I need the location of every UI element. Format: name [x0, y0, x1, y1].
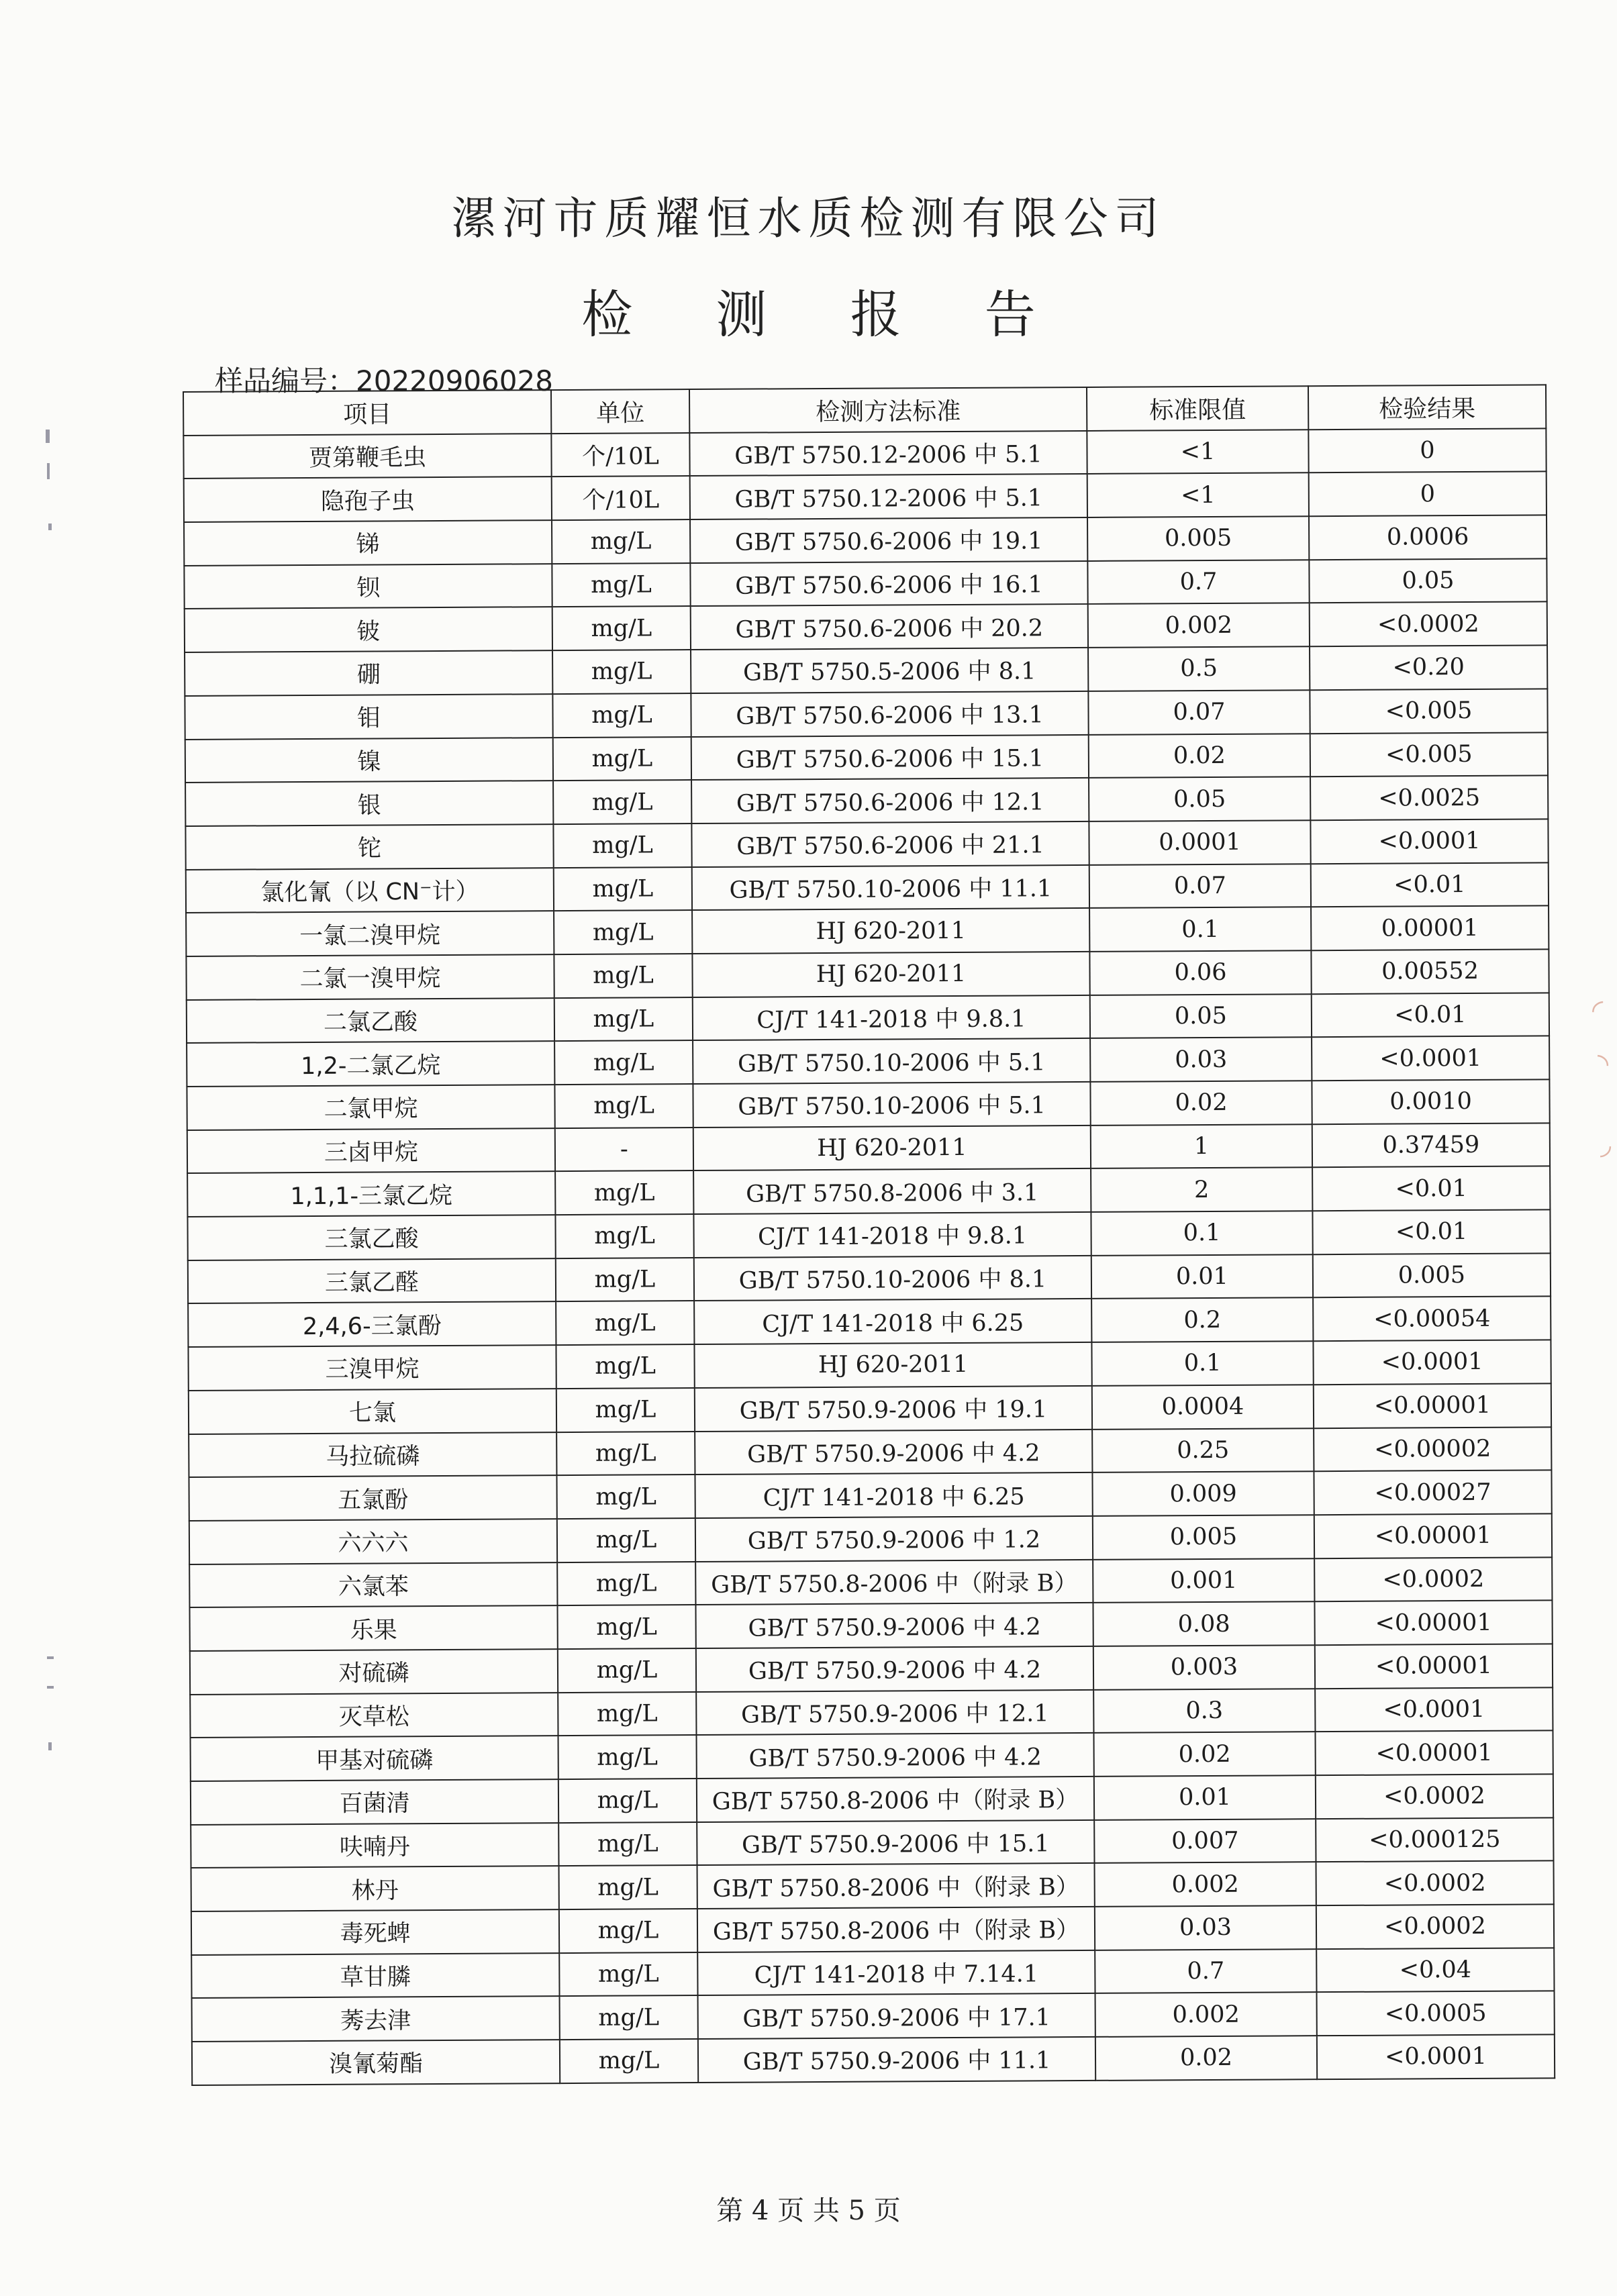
cell-result: <0.0025 — [1310, 776, 1548, 821]
cell-unit: mg/L — [559, 1909, 697, 1953]
cell-limit: 0.1 — [1091, 1341, 1313, 1385]
cell-method: GB/T 5750.12-2006 中 5.1 — [690, 474, 1087, 519]
cell-limit: 0.1 — [1091, 1211, 1312, 1255]
cell-result: <0.0002 — [1316, 1861, 1553, 1906]
table-row — [189, 1513, 1552, 1564]
cell-item: 六六六 — [189, 1519, 557, 1564]
cell-limit: 2 — [1091, 1168, 1312, 1212]
cell-unit: mg/L — [560, 2039, 698, 2083]
cell-limit: 1 — [1091, 1124, 1312, 1168]
cell-result: <0.0005 — [1317, 1991, 1555, 2036]
cell-unit: mg/L — [556, 1475, 695, 1519]
cell-result: <0.01 — [1311, 862, 1549, 907]
cell-result: 0.00552 — [1311, 949, 1549, 994]
table-row — [185, 602, 1547, 652]
cell-item: 三溴甲烷 — [188, 1345, 556, 1391]
cell-limit: 0.5 — [1088, 646, 1310, 691]
cell-method: GB/T 5750.9-2006 中 1.2 — [695, 1516, 1093, 1562]
page-indicator: 第 4 页 共 5 页 — [716, 2195, 901, 2226]
cell-result: <0.0002 — [1314, 1557, 1552, 1602]
cell-method: GB/T 5750.10-2006 中 5.1 — [693, 1038, 1090, 1084]
cell-result: <0.0002 — [1316, 1774, 1553, 1819]
cell-limit: 0.005 — [1093, 1515, 1314, 1559]
cell-limit: 0.01 — [1094, 1775, 1316, 1819]
table-row — [187, 1079, 1549, 1130]
table-row — [191, 1904, 1554, 1954]
cell-unit: mg/L — [552, 693, 691, 738]
cell-result: 0.0006 — [1309, 515, 1547, 560]
cell-item: 三卤甲烷 — [187, 1128, 555, 1174]
cell-result: 0.05 — [1309, 558, 1547, 603]
cell-limit: 0.2 — [1091, 1298, 1313, 1342]
cell-result: <0.04 — [1316, 1948, 1554, 1993]
table-row — [187, 1036, 1549, 1087]
cell-item: 银 — [185, 781, 553, 826]
seal-fragment: ◜ — [1592, 993, 1604, 1026]
cell-item: 溴氰菊酯 — [192, 2040, 560, 2085]
cell-result: <0.0001 — [1312, 1036, 1549, 1081]
cell-result: <0.005 — [1310, 689, 1547, 734]
table-row — [186, 949, 1549, 999]
table-row — [189, 1601, 1552, 1651]
cell-result: 0.005 — [1313, 1253, 1551, 1298]
cell-item: 1,2-二氯乙烷 — [187, 1041, 554, 1087]
cell-limit: 0.0001 — [1089, 820, 1310, 864]
cell-unit: mg/L — [559, 1952, 697, 1997]
column-header-limit: 标准限值 — [1087, 386, 1308, 430]
cell-limit: 0.002 — [1088, 603, 1310, 648]
cell-method: GB/T 5750.9-2006 中 11.1 — [698, 2037, 1095, 2083]
cell-limit: 0.0004 — [1092, 1385, 1314, 1429]
table-row — [189, 1470, 1551, 1521]
cell-method: GB/T 5750.9-2006 中 4.2 — [696, 1646, 1093, 1692]
title-char: 测 — [716, 285, 767, 344]
cell-limit: 0.7 — [1095, 1949, 1316, 1993]
cell-item: 二氯甲烷 — [187, 1085, 554, 1130]
cell-method: GB/T 5750.8-2006 中 3.1 — [693, 1168, 1091, 1214]
cell-item: 钼 — [185, 694, 552, 740]
cell-result: <0.0001 — [1310, 819, 1548, 864]
cell-item: 林丹 — [191, 1866, 559, 1911]
cell-unit: mg/L — [553, 737, 691, 781]
cell-limit: 0.002 — [1095, 1993, 1317, 2037]
cell-item: 对硫磷 — [190, 1649, 558, 1695]
cell-method: CJ/T 141-2018 中 9.8.1 — [693, 995, 1090, 1041]
table-header-row — [183, 385, 1546, 435]
cell-result: <0.0001 — [1313, 1340, 1551, 1385]
cell-method: HJ 620-2011 — [692, 952, 1089, 997]
cell-limit: 0.1 — [1089, 907, 1311, 951]
cell-item: 乐果 — [189, 1605, 557, 1651]
scan-mark — [48, 523, 52, 530]
table-row — [191, 1817, 1553, 1868]
cell-limit: 0.05 — [1090, 994, 1312, 1038]
cell-result: 0 — [1309, 472, 1547, 517]
cell-result: <0.0001 — [1317, 2034, 1555, 2079]
cell-unit: mg/L — [552, 563, 690, 607]
cell-unit: mg/L — [554, 867, 692, 911]
cell-limit: 0.001 — [1093, 1558, 1314, 1603]
cell-limit: 0.02 — [1089, 734, 1310, 778]
cell-unit: 个/10L — [552, 476, 690, 520]
column-header-item: 项目 — [183, 390, 551, 436]
cell-unit: - — [555, 1128, 693, 1172]
cell-limit: 0.03 — [1095, 1905, 1316, 1950]
table-row — [188, 1253, 1551, 1303]
cell-limit: 0.007 — [1094, 1819, 1316, 1863]
cell-item: 五氯酚 — [189, 1475, 556, 1521]
cell-unit: mg/L — [554, 910, 692, 954]
cell-item: 锑 — [184, 520, 552, 566]
cell-result: <0.00001 — [1314, 1513, 1552, 1558]
cell-method: GB/T 5750.6-2006 中 12.1 — [691, 778, 1089, 823]
cell-unit: mg/L — [553, 780, 691, 824]
cell-method: GB/T 5750.9-2006 中 15.1 — [697, 1820, 1094, 1866]
cell-unit: mg/L — [558, 1735, 696, 1779]
cell-method: GB/T 5750.9-2006 中 19.1 — [695, 1386, 1092, 1432]
seal-fragment: ◞ — [1600, 1128, 1612, 1160]
cell-result: <0.005 — [1310, 732, 1548, 777]
cell-item: 呋喃丹 — [191, 1823, 558, 1868]
cell-limit: 0.06 — [1089, 950, 1311, 995]
cell-result: 0.0010 — [1312, 1079, 1549, 1124]
table-row — [192, 1991, 1555, 2042]
cell-limit: 0.08 — [1093, 1601, 1314, 1646]
table-row — [186, 906, 1549, 956]
cell-unit: mg/L — [558, 1692, 696, 1736]
table-row — [191, 1731, 1553, 1781]
results-table — [183, 384, 1555, 2085]
cell-item: 二氯一溴甲烷 — [186, 954, 554, 1000]
cell-method: GB/T 5750.8-2006 中（附录 B） — [697, 1777, 1094, 1822]
cell-result: <0.0002 — [1316, 1904, 1554, 1949]
table-row — [187, 1123, 1550, 1173]
table-row — [190, 1644, 1553, 1694]
table-row — [186, 862, 1549, 913]
title-char: 检 — [581, 285, 633, 344]
cell-item: 草甘膦 — [191, 1953, 559, 1999]
column-header-method: 检测方法标准 — [689, 387, 1087, 433]
cell-limit: 0.03 — [1090, 1038, 1312, 1082]
cell-limit: 0.009 — [1092, 1471, 1314, 1515]
cell-unit: mg/L — [554, 1084, 693, 1128]
cell-limit: 0.3 — [1093, 1689, 1315, 1733]
cell-result: <0.01 — [1312, 1166, 1550, 1211]
cell-method: GB/T 5750.10-2006 中 11.1 — [692, 864, 1089, 910]
cell-method: GB/T 5750.8-2006 中（附录 B） — [697, 1863, 1095, 1909]
cell-method: GB/T 5750.8-2006 中（附录 B） — [695, 1559, 1093, 1605]
title-char: 报 — [850, 285, 901, 344]
cell-unit: mg/L — [554, 954, 692, 998]
cell-item: 2,4,6-三氯酚 — [188, 1302, 556, 1348]
cell-unit: mg/L — [555, 1214, 693, 1258]
cell-method: GB/T 5750.6-2006 中 21.1 — [691, 821, 1089, 867]
cell-unit: 个/10L — [551, 433, 689, 477]
cell-limit: 0.003 — [1093, 1645, 1315, 1689]
cell-unit: mg/L — [556, 1258, 694, 1302]
column-header-unit: 单位 — [551, 389, 689, 434]
table-row — [185, 776, 1548, 826]
cell-method: GB/T 5750.6-2006 中 20.2 — [691, 604, 1088, 650]
table-row — [184, 472, 1547, 522]
table-row — [185, 689, 1547, 739]
cell-limit: <1 — [1087, 473, 1309, 517]
column-header-result: 检验结果 — [1308, 385, 1546, 430]
cell-result: 0 — [1308, 428, 1546, 473]
cell-method: CJ/T 141-2018 中 7.14.1 — [697, 1950, 1095, 1996]
cell-item: 六氯苯 — [189, 1562, 557, 1608]
table-row — [185, 645, 1547, 695]
cell-method: GB/T 5750.9-2006 中 17.1 — [698, 1993, 1095, 2039]
cell-result: <0.000125 — [1316, 1817, 1553, 1862]
cell-item: 甲基对硫磷 — [191, 1736, 558, 1781]
cell-method: GB/T 5750.6-2006 中 15.1 — [691, 734, 1089, 780]
cell-unit: mg/L — [554, 1040, 693, 1085]
cell-result: <0.01 — [1312, 993, 1549, 1038]
cell-limit: 0.02 — [1093, 1732, 1315, 1777]
cell-method: GB/T 5750.5-2006 中 8.1 — [691, 648, 1088, 693]
scan-mark — [47, 1686, 54, 1689]
scan-mark — [48, 1742, 52, 1750]
cell-item: 铍 — [185, 607, 552, 653]
cell-item: 七氯 — [189, 1389, 556, 1434]
cell-item: 毒死蜱 — [191, 1909, 559, 1955]
cell-result: 0.37459 — [1312, 1123, 1550, 1168]
cell-unit: mg/L — [556, 1388, 695, 1432]
cell-item: 灭草松 — [190, 1693, 558, 1738]
table-row — [190, 1687, 1553, 1738]
cell-unit: mg/L — [552, 606, 691, 650]
cell-result: <0.00001 — [1315, 1644, 1553, 1689]
cell-unit: mg/L — [558, 1779, 697, 1823]
cell-unit: mg/L — [559, 1865, 697, 1909]
cell-item: 1,1,1-三氯乙烷 — [187, 1171, 555, 1217]
seal-fragment: ◝ — [1598, 1047, 1609, 1080]
table-row — [187, 1166, 1550, 1217]
cell-limit: 0.05 — [1089, 777, 1310, 821]
table-row — [192, 2034, 1555, 2085]
sample-number: 样品编号：20220906028 — [215, 364, 553, 397]
cell-method: HJ 620-2011 — [694, 1342, 1091, 1388]
cell-item: 一氯二溴甲烷 — [186, 911, 554, 956]
cell-unit: mg/L — [555, 1170, 693, 1215]
cell-item: 贾第鞭毛虫 — [183, 434, 551, 479]
cell-method: HJ 620-2011 — [693, 1126, 1091, 1171]
cell-method: CJ/T 141-2018 中 6.25 — [695, 1473, 1092, 1518]
cell-limit: 0.25 — [1092, 1428, 1314, 1473]
report-title — [0, 274, 1617, 347]
cell-item: 氯化氰（以 CN⁻计） — [186, 868, 554, 913]
cell-limit: 0.07 — [1088, 690, 1310, 734]
cell-method: GB/T 5750.9-2006 中 4.2 — [695, 1429, 1092, 1475]
cell-result: <0.0002 — [1310, 602, 1547, 647]
title-char: 告 — [984, 285, 1036, 344]
cell-method: GB/T 5750.6-2006 中 13.1 — [691, 691, 1088, 737]
cell-item: 镍 — [185, 738, 553, 783]
cell-unit: mg/L — [556, 1432, 695, 1476]
cell-method: GB/T 5750.6-2006 中 19.1 — [690, 517, 1087, 563]
cell-method: GB/T 5750.9-2006 中 12.1 — [696, 1690, 1093, 1736]
table-row — [185, 819, 1548, 869]
cell-item: 铊 — [185, 824, 553, 870]
scan-mark — [47, 1656, 54, 1659]
table-row — [188, 1340, 1551, 1390]
cell-unit: mg/L — [557, 1518, 695, 1562]
table-row — [191, 1774, 1553, 1824]
cell-unit: mg/L — [554, 997, 693, 1042]
table-row — [184, 515, 1547, 565]
cell-item: 二氯乙酸 — [187, 998, 554, 1044]
company-name: 漯河市质耀恒水质检测有限公司 — [451, 193, 1166, 244]
cell-unit: mg/L — [552, 519, 690, 564]
cell-limit: 0.002 — [1095, 1862, 1316, 1907]
scan-mark — [46, 430, 50, 443]
table-row — [189, 1383, 1551, 1434]
cell-unit: mg/L — [553, 823, 691, 868]
cell-result: <0.00027 — [1314, 1470, 1551, 1515]
cell-unit: mg/L — [556, 1344, 694, 1389]
cell-method: GB/T 5750.10-2006 中 5.1 — [693, 1082, 1090, 1128]
cell-method: GB/T 5750.9-2006 中 4.2 — [696, 1733, 1093, 1779]
cell-method: GB/T 5750.8-2006 中（附录 B） — [697, 1907, 1095, 1952]
cell-unit: mg/L — [558, 1822, 697, 1866]
cell-limit: <1 — [1087, 430, 1308, 474]
table-body — [183, 428, 1555, 2085]
cell-unit: mg/L — [557, 1562, 695, 1606]
table-row — [191, 1861, 1554, 1911]
table-row — [187, 1209, 1550, 1260]
table-row — [191, 1948, 1554, 1998]
cell-result: 0.00001 — [1311, 906, 1549, 951]
scan-mark — [47, 463, 50, 479]
cell-result: <0.01 — [1312, 1209, 1550, 1254]
cell-unit: mg/L — [560, 1995, 698, 2040]
cell-limit: 0.02 — [1090, 1081, 1312, 1125]
cell-item: 钡 — [184, 564, 552, 609]
cell-limit: 0.07 — [1089, 864, 1311, 908]
table-row — [184, 558, 1547, 609]
cell-limit: 0.01 — [1091, 1254, 1313, 1299]
cell-result: <0.0001 — [1315, 1687, 1553, 1732]
cell-item: 马拉硫磷 — [189, 1432, 556, 1478]
table-row — [189, 1427, 1551, 1477]
cell-unit: mg/L — [556, 1301, 694, 1345]
cell-result: <0.00002 — [1314, 1427, 1551, 1472]
cell-unit: mg/L — [552, 650, 691, 694]
cell-result: <0.00001 — [1314, 1383, 1551, 1428]
cell-method: CJ/T 141-2018 中 9.8.1 — [693, 1212, 1091, 1258]
cell-item: 百菌清 — [191, 1779, 558, 1825]
cell-result: <0.20 — [1310, 645, 1547, 690]
cell-method: GB/T 5750.10-2006 中 8.1 — [694, 1256, 1091, 1301]
cell-item: 隐孢子虫 — [184, 477, 552, 522]
cell-limit: 0.7 — [1087, 560, 1309, 604]
table-row — [185, 732, 1548, 783]
table-row — [188, 1297, 1551, 1347]
cell-result: <0.00054 — [1313, 1297, 1551, 1342]
cell-unit: mg/L — [558, 1648, 696, 1693]
cell-method: CJ/T 141-2018 中 6.25 — [694, 1299, 1091, 1344]
table-row — [189, 1557, 1552, 1607]
cell-item: 硼 — [185, 650, 552, 696]
cell-method: GB/T 5750.6-2006 中 16.1 — [690, 561, 1087, 607]
cell-method: HJ 620-2011 — [692, 908, 1089, 954]
table-row — [187, 993, 1549, 1043]
cell-result: <0.00001 — [1314, 1601, 1552, 1646]
cell-item: 三氯乙酸 — [187, 1215, 555, 1260]
cell-method: GB/T 5750.12-2006 中 5.1 — [689, 431, 1087, 477]
cell-unit: mg/L — [557, 1605, 695, 1649]
cell-item: 莠去津 — [192, 1997, 560, 2042]
cell-limit: 0.005 — [1087, 516, 1309, 560]
table-row — [183, 428, 1546, 479]
cell-result: <0.00001 — [1315, 1731, 1553, 1776]
cell-item: 三氯乙醛 — [188, 1258, 556, 1304]
cell-limit: 0.02 — [1095, 2036, 1317, 2080]
cell-method: GB/T 5750.9-2006 中 4.2 — [695, 1603, 1093, 1648]
